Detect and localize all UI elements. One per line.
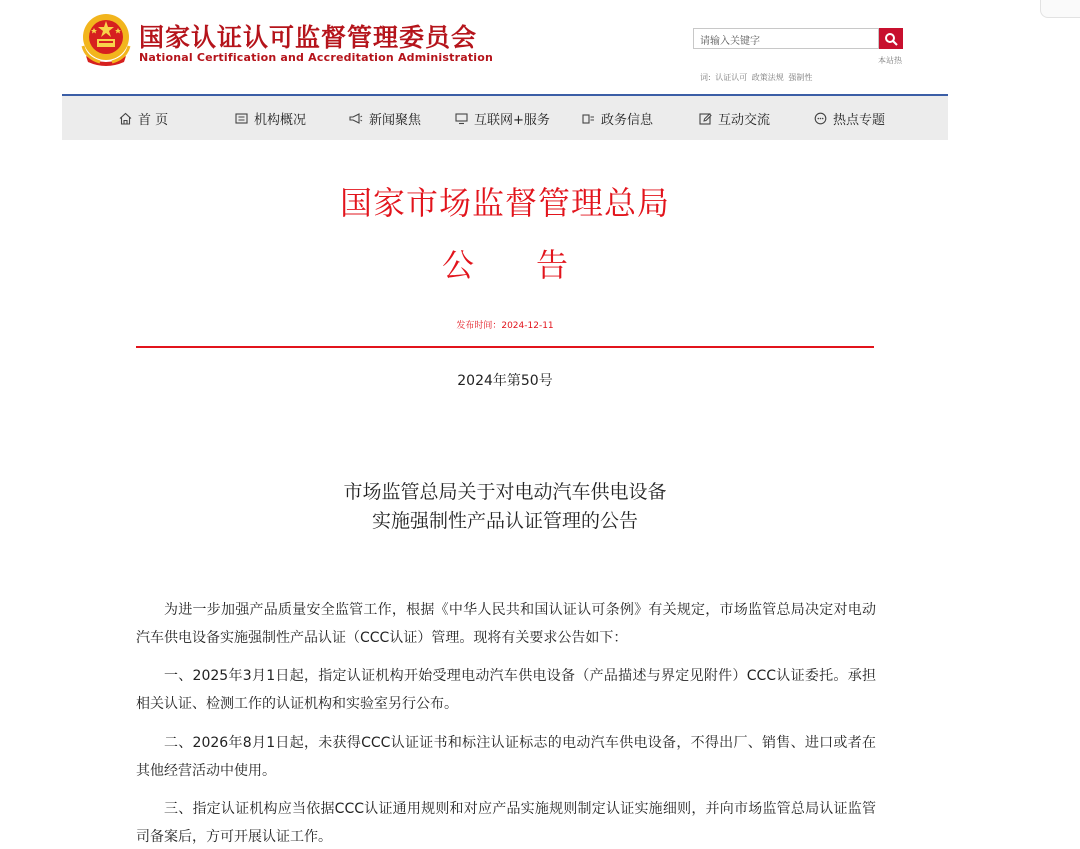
nav-item-label: 热点专题	[833, 112, 886, 128]
body-paragraph: 为进一步加强产品质量安全监管工作，根据《中华人民共和国认证认可条例》有关规定，市场监管总局决定对电动汽车供电设备实施强制性产品认证（CCC认证）管理。现将有关要求公告如下：	[136, 602, 876, 646]
document-number: 2024年第50号	[457, 373, 553, 389]
search-icon	[884, 32, 898, 46]
hot-words-label: 词:	[700, 73, 711, 82]
edit-icon	[698, 111, 712, 125]
site-title-en[interactable]: National Certification and Accreditation Administration	[139, 51, 494, 64]
nav-item-internet-service[interactable]	[454, 96, 550, 140]
chat-icon	[813, 111, 827, 125]
search-button[interactable]	[879, 28, 903, 49]
body-paragraph: 二、2026年8月1日起，未获得CCC认证证书和标注认证标志的电动汽车供电设备，不得出厂、销售、进口或者在其他经营活动中使用。	[136, 735, 876, 779]
issuer-heading: 国家市场监督管理总局	[339, 184, 670, 222]
nav-item-news[interactable]	[349, 96, 421, 140]
document-kind-char: 公	[441, 246, 474, 284]
nav-item-gov-info[interactable]	[581, 96, 653, 140]
browser-side-tab	[1040, 0, 1080, 18]
list-icon	[234, 111, 248, 125]
nav-item-label: 政务信息	[601, 112, 654, 128]
document-kind-char: 告	[536, 246, 569, 284]
nav-item-label: 首 页	[138, 112, 169, 128]
red-divider	[136, 346, 874, 348]
body-paragraph: 一、2025年3月1日起，指定认证机构开始受理电动汽车供电设备（产品描述与界定见附件）CCC认证委托。承担相关认证、检测工作的认证机构和实验室另行公布。	[136, 668, 876, 712]
nav-item-label: 新闻聚焦	[369, 112, 422, 128]
document-title	[0, 478, 1010, 536]
home-icon	[118, 111, 132, 125]
hot-word-link[interactable]: 认证认可	[715, 73, 748, 82]
hot-words	[700, 72, 814, 83]
search-scope-label: 本站热	[878, 56, 902, 65]
document-kind-heading	[0, 240, 1010, 286]
document-title-line: 市场监管总局关于对电动汽车供电设备	[343, 481, 667, 503]
document-icon	[581, 111, 595, 125]
nav-item-interaction[interactable]	[698, 96, 770, 140]
publish-date: 发布时间：2024-12-11	[456, 321, 554, 331]
nav-item-label: 机构概况	[254, 112, 307, 128]
nav-item-home[interactable]	[118, 96, 168, 140]
nav-item-about[interactable]	[234, 96, 306, 140]
site-header	[62, 0, 948, 94]
nav-item-label: 互动交流	[718, 112, 771, 128]
hot-word-link[interactable]: 政策法规	[751, 73, 784, 82]
main-nav	[62, 94, 948, 140]
nav-item-label: 互联网+服务	[474, 112, 550, 128]
hot-word-link[interactable]: 强制性	[788, 73, 813, 82]
document-title-line: 实施强制性产品认证管理的公告	[371, 510, 638, 532]
body-paragraph: 三、指定认证机构应当依据CCC认证通用规则和对应产品实施规则制定认证实施细则，并向市场监管总局认证监管司备案后，方可开展认证工作。	[136, 801, 876, 845]
search-input[interactable]	[694, 32, 878, 51]
search-box	[693, 28, 879, 49]
nav-item-hot-topics[interactable]	[813, 96, 885, 140]
site-title-cn[interactable]: 国家认证认可监督管理委员会	[139, 23, 478, 52]
monitor-icon	[454, 111, 468, 125]
national-emblem-icon	[80, 12, 132, 68]
megaphone-icon	[349, 111, 363, 125]
